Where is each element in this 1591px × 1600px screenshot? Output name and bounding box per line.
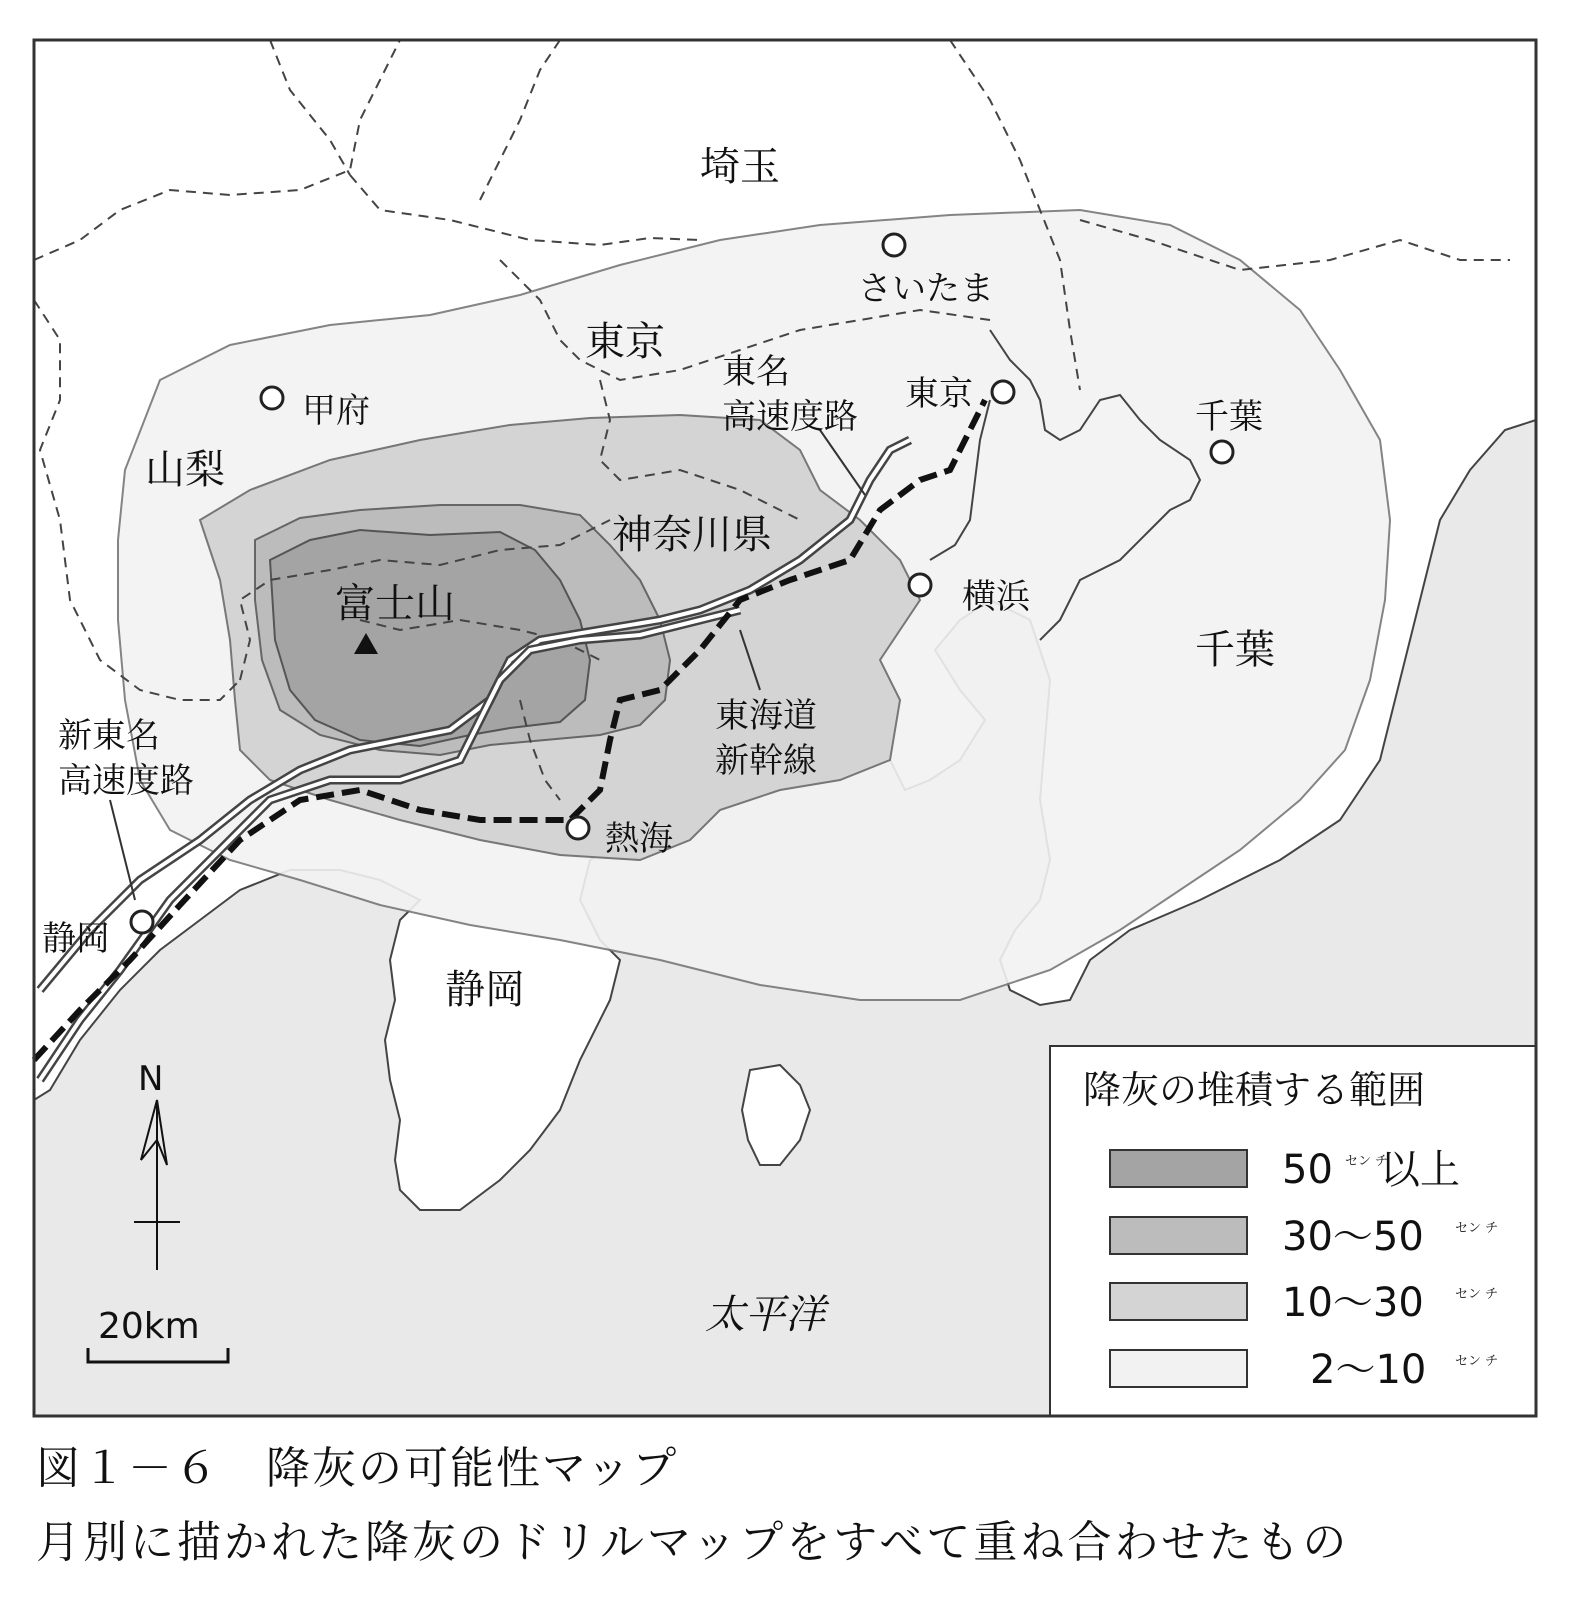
legend-suffix-50-plus: 以上 xyxy=(1380,1147,1460,1193)
legend xyxy=(1050,1046,1536,1416)
label-mount-fuji: 富士山 xyxy=(335,581,455,627)
label-shizuoka-city: 静岡 xyxy=(42,919,110,959)
label-atami: 熱海 xyxy=(605,819,673,859)
figure-description: 月別に描かれた降灰のドリルマップをすべて重ね合わせたもの xyxy=(36,1517,1350,1568)
label-chiba-pref: 千葉 xyxy=(1195,627,1275,673)
label-tokyo-pref: 東京 xyxy=(585,319,665,365)
svg-text:セン チ: セン チ xyxy=(1455,1221,1499,1236)
label-tokyo-city: 東京 xyxy=(905,374,973,414)
city-marker-atami xyxy=(567,817,589,839)
legend-swatch-50-plus xyxy=(1110,1150,1247,1187)
legend-value-2-10: 2〜10 xyxy=(1310,1347,1427,1393)
city-marker-shizuoka xyxy=(131,911,153,933)
city-marker-chiba xyxy=(1211,441,1233,463)
label-tomei-line2: 高速度路 xyxy=(722,397,858,437)
legend-swatch-10-30 xyxy=(1110,1283,1247,1320)
label-shintomei-line2: 高速度路 xyxy=(58,761,194,801)
label-pacific-ocean: 太平洋 xyxy=(705,1292,825,1338)
legend-value-30-50: 30〜50 xyxy=(1282,1214,1424,1260)
label-shinkansen-line2: 新幹線 xyxy=(715,741,817,781)
label-shizuoka-pref: 静岡 xyxy=(445,967,525,1013)
label-saitama-pref: 埼玉 xyxy=(700,144,780,190)
legend-value-50-plus: 50 xyxy=(1282,1147,1333,1193)
svg-text:セン チ: セン チ xyxy=(1455,1287,1499,1302)
label-kofu: 甲府 xyxy=(302,391,370,431)
legend-value-10-30: 10〜30 xyxy=(1282,1280,1424,1326)
city-marker-yokohama xyxy=(909,574,931,596)
svg-text:20km: 20km xyxy=(98,1306,200,1347)
svg-text:N: N xyxy=(138,1059,164,1099)
figure-title: 図１－６ 降灰の可能性マップ xyxy=(36,1443,679,1494)
label-kanagawa: 神奈川県 xyxy=(612,512,772,558)
city-marker-saitama xyxy=(883,234,905,256)
svg-text:セン チ: セン チ xyxy=(1455,1354,1499,1369)
legend-swatch-2-10 xyxy=(1110,1350,1247,1387)
legend-swatch-30-50 xyxy=(1110,1217,1247,1254)
city-marker-kofu xyxy=(261,387,283,409)
label-tomei-line1: 東名 xyxy=(722,352,790,392)
legend-title: 降灰の堆積する範囲 xyxy=(1083,1068,1426,1112)
city-marker-tokyo xyxy=(992,381,1014,403)
label-yokohama: 横浜 xyxy=(962,577,1030,617)
label-saitama-city: さいたま xyxy=(858,269,994,309)
svg-text:セン チ: セン チ xyxy=(1345,1154,1389,1169)
label-shintomei-line1: 新東名 xyxy=(58,716,160,756)
label-yamanashi: 山梨 xyxy=(145,447,225,493)
label-chiba-city: 千葉 xyxy=(1195,397,1263,437)
label-shinkansen-line1: 東海道 xyxy=(715,696,817,736)
